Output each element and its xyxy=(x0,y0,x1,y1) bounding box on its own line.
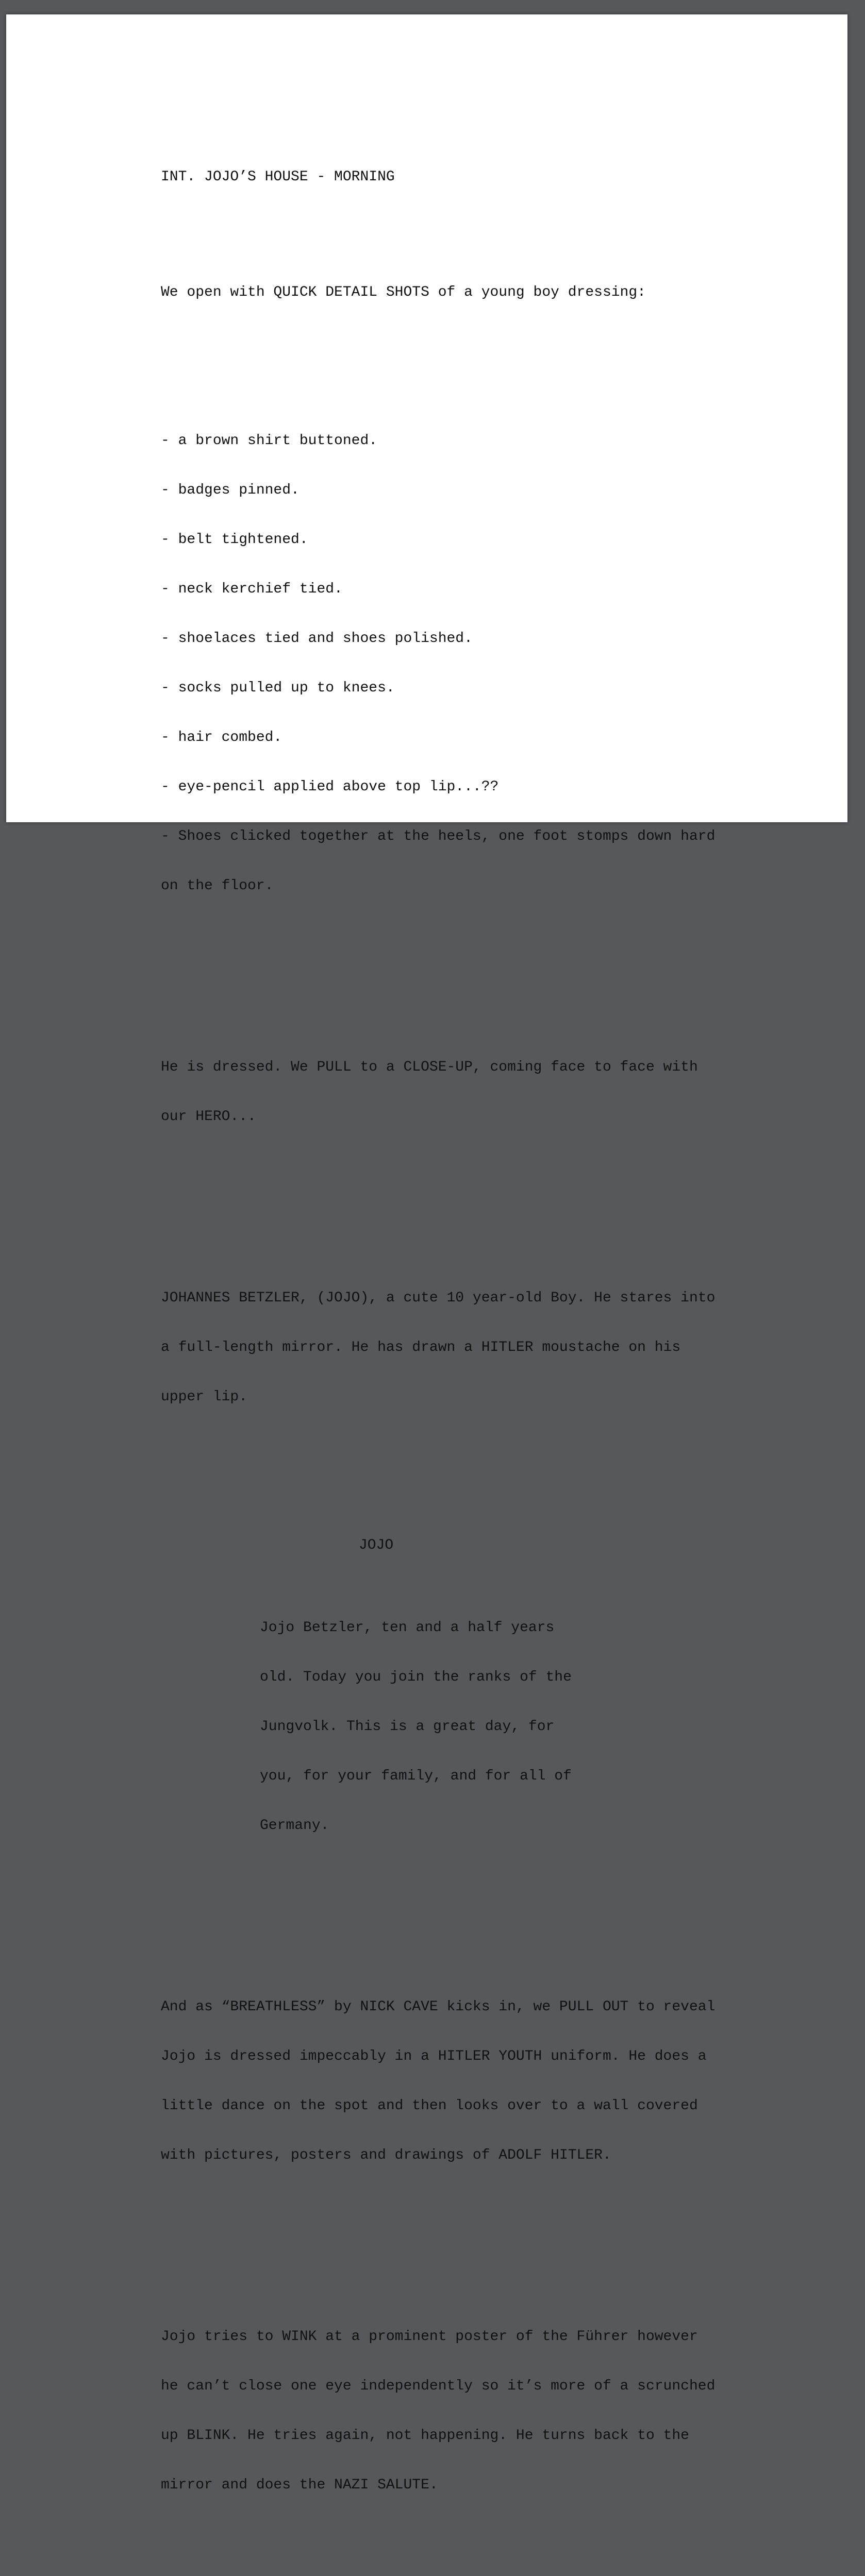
action-paragraph xyxy=(161,1257,805,1438)
dialogue-line: Jungvolk. This is a great day, for xyxy=(260,1719,555,1735)
action-line: a full-length mirror. He has drawn a HITLER moustache on his xyxy=(161,1340,681,1355)
action-line: JOHANNES BETZLER, (JOJO), a cute 10 year-old Boy. He stares into xyxy=(161,1290,716,1306)
action-line: with pictures, posters and drawings of ADOLF HITLER. xyxy=(161,2147,611,2163)
action-line: he can’t close one eye independently so it’s more of a scrunched xyxy=(161,2378,716,2394)
screenplay-body xyxy=(161,120,805,2576)
list-item: - Shoes clicked together at the heels, one foot stomps down hard xyxy=(161,828,716,844)
dialogue-line: you, for your family, and for all of xyxy=(260,1768,572,1784)
action-paragraph xyxy=(161,1966,805,2197)
action-paragraph xyxy=(161,1026,805,1158)
list-item: - socks pulled up to knees. xyxy=(161,680,395,696)
list-item: - eye-pencil applied above top lip...?? xyxy=(161,779,499,795)
list-item-continuation: on the floor. xyxy=(161,878,274,894)
action-paragraph xyxy=(161,2296,805,2527)
list-item: - belt tightened. xyxy=(161,532,308,548)
list-item: - badges pinned. xyxy=(161,482,300,498)
action-line: our HERO... xyxy=(161,1109,256,1125)
action-line: little dance on the spot and then looks over to a wall covered xyxy=(161,2098,698,2114)
list-item: - a brown shirt buttoned. xyxy=(161,433,378,449)
list-item: - shoelaces tied and shoes polished. xyxy=(161,631,473,647)
character-name: JOJO xyxy=(359,1537,394,1553)
action-line: up BLINK. He tries again, not happening. He turns back to the xyxy=(161,2428,689,2444)
action-line: Jojo tries to WINK at a prominent poster of the Führer however xyxy=(161,2329,698,2345)
action-line: Jojo is dressed impeccably in a HITLER YOUTH uniform. He does a xyxy=(161,2048,707,2064)
action-line: We open with QUICK DETAIL SHOTS of a young boy dressing: xyxy=(161,284,646,300)
action-line: He is dressed. We PULL to a CLOSE-UP, coming face to face with xyxy=(161,1059,698,1075)
list-item: - hair combed. xyxy=(161,730,282,745)
action-line: mirror and does the NAZI SALUTE. xyxy=(161,2477,438,2493)
dialogue-line: Jojo Betzler, ten and a half years xyxy=(260,1620,555,1636)
script-page xyxy=(6,14,847,2493)
dialogue-line: old. Today you join the ranks of the xyxy=(260,1669,572,1685)
dialogue-line: Germany. xyxy=(260,1818,329,1834)
detail-shot-list xyxy=(161,400,805,927)
action-line: And as “BREATHLESS” by NICK CAVE kicks in, we PULL OUT to reveal xyxy=(161,1999,716,2015)
dialogue-block xyxy=(161,1587,805,1867)
list-item: - neck kerchief tied. xyxy=(161,581,343,597)
scene-heading: INT. JOJO’S HOUSE - MORNING xyxy=(161,169,395,185)
action-line: upper lip. xyxy=(161,1389,248,1405)
